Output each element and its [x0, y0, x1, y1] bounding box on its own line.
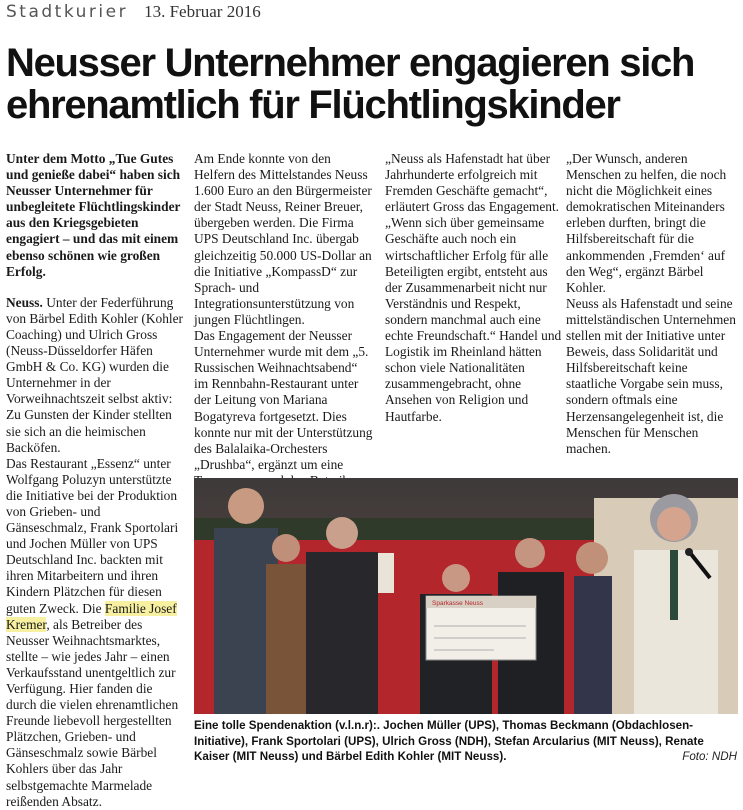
article-paragraph-2-end: , als Betreiber des Neusser Weihnachtsmarktes, stellte – wie jedes Jahr – einen Verkaufsstand unentgeltlich zur Verfügung. Hier fanden die durch die vielen ehrenamtlichen Freunde liebevoll hergestellten Plätzchen, Grieben- und Gänseschmalz sowie Bärbel Kohlers über das Jahr selbstgemachte Marmelade reißenden Absatz.	[6, 616, 179, 809]
photo-credit: Foto: NDH	[682, 750, 737, 763]
article-headline	[6, 42, 741, 126]
article-paragraph-1	[6, 295, 183, 456]
article-column-3	[385, 151, 563, 425]
photo-illustration	[194, 478, 738, 714]
article-paragraph-3: Am Ende konnte von den Helfern des Mittelstandes Neuss 1.600 Euro an den Bürgermeister der Stadt Neuss, Reiner Breuer, übergeben werden. Die Firma UPS Deutschland Inc. übergab gleichzeitig 50.000 US-Dollar an die Initiative „KompassD“ zur Sprach- und Integrationsunterstützung von jungen Flüchtlingen.	[194, 151, 372, 327]
headline-line-1: Neusser Unternehmer engagieren sich	[6, 41, 695, 85]
newspaper-name: Stadtkurier	[6, 2, 129, 22]
article-paragraph-2-start: Das Restaurant „Essenz“ unter Wolfgang Poluzyn unterstützte die Initiative bei der Produktion von Grieben- und Gänseschmalz, Frank Sportolari und Jochen Müller von UPS Deutschland Inc. backten mit ihren Mitarbeitern und ihren Kindern Plätzchen für diesen guten Zweck. Die	[6, 455, 179, 616]
check-board	[426, 596, 536, 660]
issue-date: 13. Februar 2016	[144, 2, 261, 21]
article-photo	[194, 478, 738, 714]
article-paragraph-4a: Das Engagement der Neusser Unternehmer wurde mit dem „5. Russischen Weihnachtsabend“ im Rennbahn-Restaurant unter der Leitung von Mariana Bogatyreva fortgesetzt. Dies konnte nur mit der Unterstützung des Balalaika-Orchesters „Drushba“, ergänzt um eine	[194, 328, 373, 472]
check-bank-name: Sparkasse Neuss	[432, 600, 483, 607]
article-paragraph-5: „Neuss als Hafenstadt hat über Jahrhunderte erfolgreich mit Fremden Geschäfte gemacht“, erläutert Gross das Engagement. „Wenn sich über gemeinsame Geschäfte auch noch ein wirtschaftlicher Erfolg für alle Beteiligten ergibt, entsteht aus der Zusammenarbeit nicht nur Verständnis und Respekt, sondern manchmal auch eine echte Freundschaft.“ Handel und Logistik im Rheinland hätten schon viele Nationalitäten zusammengebracht, ohne Ansehen von Religion und Hautfarbe.	[385, 151, 562, 424]
column-1-text	[6, 151, 183, 810]
headline-line-2: ehrenamtlich für Flüchtlingskinder	[6, 83, 620, 127]
article-paragraph-1-text: Unter der Federführung von Bärbel Edith Kohler (Kohler Coaching) und Ulrich Gross (Neuss-Düsseldorfer Häfen GmbH & Co. KG) wurden die Unternehmer in der Vorweihnachtszeit selbst aktiv: Zu Gunsten der Kinder stellten sie sich an die heimischen Backöfen.	[6, 294, 184, 455]
article-kicker: Neuss.	[6, 294, 43, 310]
highlighted-name: Familie Josef Kremer	[6, 600, 177, 632]
masthead	[6, 2, 261, 24]
article-lead: Unter dem Motto „Tue Gutes und genieße dabei“ haben sich Neusser Unternehmer für unbegleitete Flüchtlingskinder aus den Kriegsgebieten engagiert – und das mit einem ebenso schönen wie großen Erfolg.	[6, 151, 181, 279]
article-paragraph-2	[6, 456, 183, 810]
photo-caption: Eine tolle Spendenaktion (v.l.n.r):. Jochen Müller (UPS), Thomas Beckmann (Obdachlosen-Initiative), Frank Sportolari (UPS), Ulrich Gross (NDH), Stefan Arcularius (MIT Neuss), Renate Kaiser (MIT Neuss) und Bärbel Edith Kohler (MIT Neuss).	[194, 719, 704, 763]
article-paragraph-6: „Der Wunsch, anderen Menschen zu helfen, die noch nicht die Möglichkeit eines demokratischen Miteinanders erleben durften, bringt die Hilfsbereitschaft für die ankommenden ‚Fremden‘ auf den Weg“, ergänzt Bärbel Kohler.	[566, 151, 727, 295]
article-column-4	[566, 151, 736, 457]
article-paragraph-7: Neuss als Hafenstadt und seine mittelständischen Unternehmen stellen mit der Initiative unter Beweis, dass Solidarität und Hilfsbereitschaft keine staatliche Vorgabe sein muss, sondern oftmals eine Herzensangelegenheit ist, die Menschen für Menschen machen.	[566, 295, 736, 456]
